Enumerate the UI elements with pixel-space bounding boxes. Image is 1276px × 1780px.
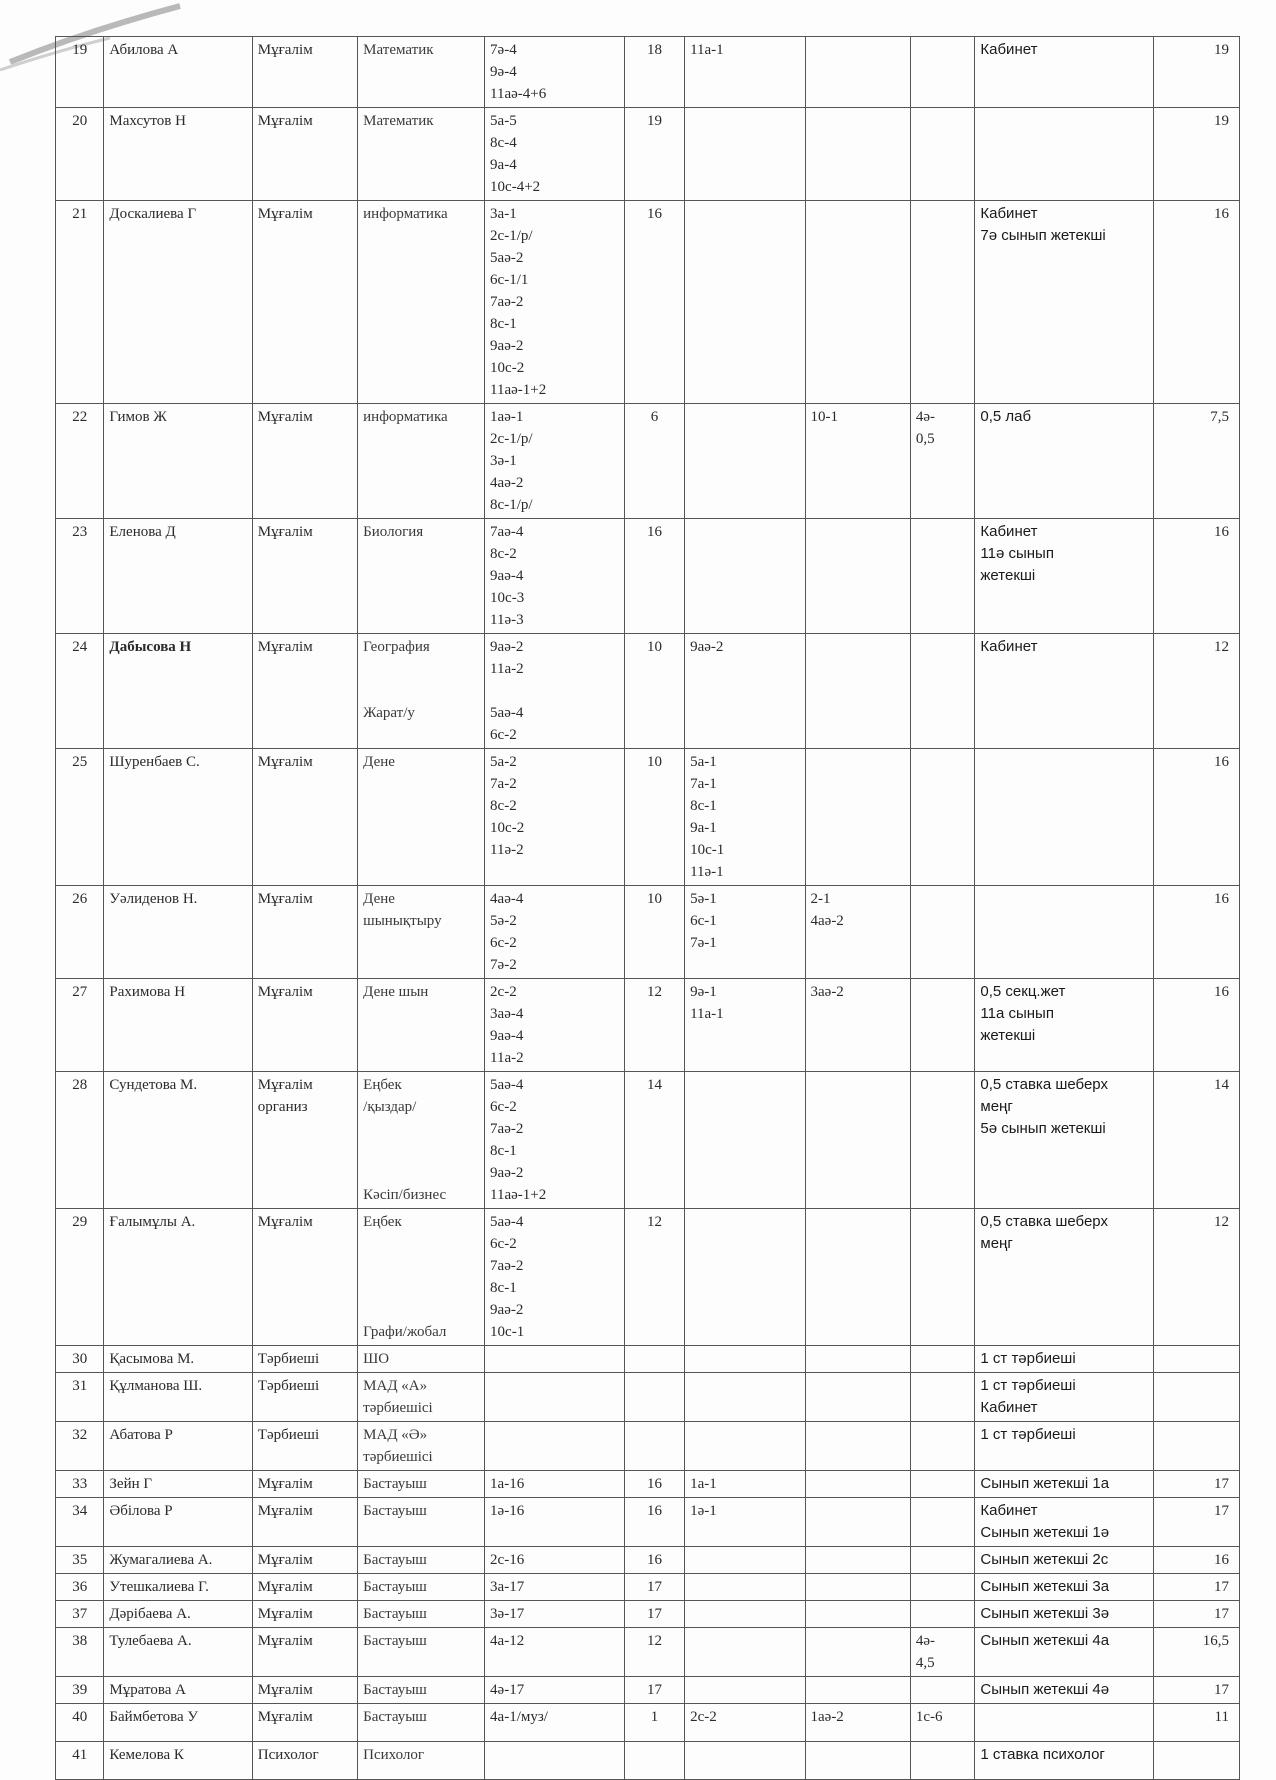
table-row (56, 37, 1240, 108)
cell-hours: 19 (624, 108, 684, 201)
cell-total: 17 (1153, 1471, 1239, 1498)
cell-name: Уәлиденов Н. (104, 886, 252, 979)
cell-no: 20 (56, 108, 104, 201)
cell-name: Дабысова Н (104, 634, 252, 749)
cell-extra2 (805, 1209, 910, 1346)
table-row (56, 1677, 1240, 1704)
cell-classes (485, 1346, 625, 1373)
cell-subject: МАД «А» тәрбиешісі (358, 1373, 485, 1422)
cell-extra2 (805, 1547, 910, 1574)
cell-classes (485, 1422, 625, 1471)
cell-role: Тәрбиеші (252, 1373, 357, 1422)
cell-classes: 3а-1 2с-1/р/ 5аә-2 6с-1/1 7аә-2 8с-1 9аә-2 10с-2 11аә-1+2 (485, 201, 625, 404)
table-row (56, 1628, 1240, 1677)
cell-role: Мұғалім (252, 1209, 357, 1346)
cell-classes: 7аә-4 8с-2 9аә-4 10с-3 11ә-3 (485, 519, 625, 634)
cell-hours: 14 (624, 1072, 684, 1209)
cell-extra2 (805, 37, 910, 108)
cell-name: Тулебаева А. (104, 1628, 252, 1677)
table-row (56, 108, 1240, 201)
cell-extra2 (805, 634, 910, 749)
cell-hours: 10 (624, 886, 684, 979)
cell-no: 27 (56, 979, 104, 1072)
cell-subject: Бастауыш (358, 1601, 485, 1628)
cell-no: 21 (56, 201, 104, 404)
cell-total: 16 (1153, 886, 1239, 979)
cell-role: Мұғалім (252, 404, 357, 519)
cell-extra3 (910, 634, 975, 749)
cell-extra3 (910, 1072, 975, 1209)
table-row (56, 1072, 1240, 1209)
cell-total: 7,5 (1153, 404, 1239, 519)
cell-extra2 (805, 1471, 910, 1498)
cell-hours: 16 (624, 201, 684, 404)
cell-note (975, 1704, 1154, 1742)
table-row (56, 979, 1240, 1072)
cell-extra1 (685, 1601, 805, 1628)
cell-note: 0,5 ставка шеберх меңг (975, 1209, 1154, 1346)
cell-role: Тәрбиеші (252, 1346, 357, 1373)
cell-subject: информатика (358, 404, 485, 519)
cell-subject: Бастауыш (358, 1471, 485, 1498)
cell-extra1: 9аә-2 (685, 634, 805, 749)
cell-hours: 16 (624, 1498, 684, 1547)
table-row (56, 886, 1240, 979)
cell-extra3 (910, 749, 975, 886)
cell-subject: Психолог (358, 1742, 485, 1780)
cell-hours: 12 (624, 979, 684, 1072)
cell-role: Мұғалім (252, 1601, 357, 1628)
cell-extra2 (805, 1346, 910, 1373)
cell-classes: 1ә-16 (485, 1498, 625, 1547)
cell-note: 0,5 секц.жет 11а сынып жетекші (975, 979, 1154, 1072)
cell-extra2 (805, 1072, 910, 1209)
cell-extra1 (685, 1209, 805, 1346)
cell-no: 19 (56, 37, 104, 108)
cell-extra1 (685, 404, 805, 519)
cell-extra3 (910, 1601, 975, 1628)
cell-extra2 (805, 749, 910, 886)
cell-extra2: 2-1 4аә-2 (805, 886, 910, 979)
cell-extra3 (910, 1677, 975, 1704)
cell-note: 1 ст тәрбиеші Кабинет (975, 1373, 1154, 1422)
cell-extra3 (910, 1373, 975, 1422)
cell-total: 12 (1153, 634, 1239, 749)
cell-extra1: 2с-2 (685, 1704, 805, 1742)
cell-subject: Дене шынықтыру (358, 886, 485, 979)
cell-classes: 9аә-2 11а-2 5аә-4 6с-2 (485, 634, 625, 749)
cell-name: Әбілова Р (104, 1498, 252, 1547)
cell-no: 24 (56, 634, 104, 749)
cell-name: Рахимова Н (104, 979, 252, 1072)
cell-extra2 (805, 1373, 910, 1422)
cell-no: 34 (56, 1498, 104, 1547)
cell-hours: 16 (624, 1547, 684, 1574)
cell-note: Сынып жетекші 4ә (975, 1677, 1154, 1704)
cell-subject: Бастауыш (358, 1628, 485, 1677)
cell-extra2: 3аә-2 (805, 979, 910, 1072)
cell-note (975, 749, 1154, 886)
cell-extra3 (910, 979, 975, 1072)
cell-extra2 (805, 1574, 910, 1601)
cell-extra3 (910, 1422, 975, 1471)
cell-no: 26 (56, 886, 104, 979)
cell-extra3 (910, 37, 975, 108)
table-row (56, 1346, 1240, 1373)
cell-total: 16 (1153, 201, 1239, 404)
cell-subject: Бастауыш (358, 1498, 485, 1547)
cell-no: 29 (56, 1209, 104, 1346)
cell-subject: Биология (358, 519, 485, 634)
cell-classes (485, 1742, 625, 1780)
cell-subject: ШО (358, 1346, 485, 1373)
cell-hours: 10 (624, 634, 684, 749)
cell-name: Ғалымұлы А. (104, 1209, 252, 1346)
cell-no: 37 (56, 1601, 104, 1628)
cell-hours: 6 (624, 404, 684, 519)
cell-total: 19 (1153, 108, 1239, 201)
cell-hours (624, 1346, 684, 1373)
cell-subject: География Жарат/у (358, 634, 485, 749)
cell-note (975, 108, 1154, 201)
cell-role: Психолог (252, 1742, 357, 1780)
cell-extra2 (805, 1742, 910, 1780)
cell-extra1 (685, 519, 805, 634)
cell-name: Жумагалиева А. (104, 1547, 252, 1574)
cell-no: 23 (56, 519, 104, 634)
cell-subject: Математик (358, 37, 485, 108)
cell-extra1 (685, 1628, 805, 1677)
cell-total: 12 (1153, 1209, 1239, 1346)
cell-extra3 (910, 519, 975, 634)
table-row (56, 1574, 1240, 1601)
cell-total: 14 (1153, 1072, 1239, 1209)
cell-role: Мұғалім (252, 1677, 357, 1704)
cell-role: Мұғалім (252, 201, 357, 404)
cell-extra1 (685, 201, 805, 404)
cell-extra1: 5а-1 7а-1 8с-1 9а-1 10с-1 11ә-1 (685, 749, 805, 886)
table-row (56, 519, 1240, 634)
cell-classes: 2с-2 3аә-4 9аә-4 11а-2 (485, 979, 625, 1072)
cell-extra1: 5ә-1 6с-1 7ә-1 (685, 886, 805, 979)
cell-name: Дәрібаева А. (104, 1601, 252, 1628)
cell-hours (624, 1742, 684, 1780)
cell-hours: 10 (624, 749, 684, 886)
cell-extra2 (805, 1601, 910, 1628)
cell-total: 17 (1153, 1601, 1239, 1628)
cell-classes: 3ә-17 (485, 1601, 625, 1628)
cell-no: 41 (56, 1742, 104, 1780)
table-row (56, 404, 1240, 519)
cell-classes: 7ә-4 9ә-4 11аә-4+6 (485, 37, 625, 108)
cell-hours: 1 (624, 1704, 684, 1742)
cell-no: 22 (56, 404, 104, 519)
cell-classes: 3а-17 (485, 1574, 625, 1601)
cell-extra1: 1а-1 (685, 1471, 805, 1498)
cell-note: 1 ставка психолог (975, 1742, 1154, 1780)
cell-no: 31 (56, 1373, 104, 1422)
table-row (56, 1498, 1240, 1547)
table-row (56, 1422, 1240, 1471)
cell-extra3 (910, 1498, 975, 1547)
cell-extra2 (805, 1628, 910, 1677)
cell-note: Кабинет 7ә сынып жетекші (975, 201, 1154, 404)
cell-total: 16 (1153, 519, 1239, 634)
cell-extra3 (910, 1574, 975, 1601)
cell-note: Кабинет (975, 37, 1154, 108)
cell-role: Мұғалім (252, 979, 357, 1072)
cell-classes: 1а-16 (485, 1471, 625, 1498)
cell-role: Мұғалім (252, 886, 357, 979)
table-row (56, 201, 1240, 404)
cell-role: Мұғалім (252, 749, 357, 886)
cell-extra2: 10-1 (805, 404, 910, 519)
cell-name: Кемелова К (104, 1742, 252, 1780)
cell-classes: 4ә-17 (485, 1677, 625, 1704)
cell-no: 38 (56, 1628, 104, 1677)
cell-name: Зейн Г (104, 1471, 252, 1498)
cell-total: 11 (1153, 1704, 1239, 1742)
cell-subject: Бастауыш (358, 1704, 485, 1742)
cell-role: Тәрбиеші (252, 1422, 357, 1471)
cell-role: Мұғалім (252, 1498, 357, 1547)
cell-extra2 (805, 1422, 910, 1471)
cell-total: 16 (1153, 1547, 1239, 1574)
cell-extra1 (685, 1574, 805, 1601)
cell-role: Мұғалім (252, 1547, 357, 1574)
cell-extra1 (685, 1742, 805, 1780)
cell-hours: 18 (624, 37, 684, 108)
table-row (56, 1209, 1240, 1346)
cell-total (1153, 1346, 1239, 1373)
cell-note: Сынып жетекші 3ә (975, 1601, 1154, 1628)
cell-name: Еленова Д (104, 519, 252, 634)
cell-extra3 (910, 108, 975, 201)
cell-extra3 (910, 1346, 975, 1373)
cell-extra3 (910, 886, 975, 979)
cell-total: 19 (1153, 37, 1239, 108)
table-row (56, 1373, 1240, 1422)
cell-extra2 (805, 201, 910, 404)
cell-role: Мұғалім (252, 37, 357, 108)
cell-extra2 (805, 519, 910, 634)
cell-no: 28 (56, 1072, 104, 1209)
cell-no: 36 (56, 1574, 104, 1601)
cell-total: 17 (1153, 1574, 1239, 1601)
cell-total: 16 (1153, 979, 1239, 1072)
cell-role: Мұғалім (252, 108, 357, 201)
cell-note: Сынып жетекші 3а (975, 1574, 1154, 1601)
cell-name: Баймбетова У (104, 1704, 252, 1742)
cell-subject: Дене (358, 749, 485, 886)
cell-classes: 5аә-4 6с-2 7аә-2 8с-1 9аә-2 11аә-1+2 (485, 1072, 625, 1209)
cell-hours (624, 1373, 684, 1422)
cell-total: 17 (1153, 1677, 1239, 1704)
cell-subject: Бастауыш (358, 1677, 485, 1704)
cell-extra2 (805, 1677, 910, 1704)
cell-total: 17 (1153, 1498, 1239, 1547)
cell-extra2: 1аә-2 (805, 1704, 910, 1742)
cell-extra2 (805, 108, 910, 201)
cell-no: 39 (56, 1677, 104, 1704)
cell-name: Абатова Р (104, 1422, 252, 1471)
cell-role: Мұғалім организ (252, 1072, 357, 1209)
cell-hours: 12 (624, 1209, 684, 1346)
cell-classes: 5а-2 7а-2 8с-2 10с-2 11ә-2 (485, 749, 625, 886)
cell-name: Қасымова М. (104, 1346, 252, 1373)
cell-no: 25 (56, 749, 104, 886)
cell-extra1 (685, 1422, 805, 1471)
cell-extra1 (685, 1072, 805, 1209)
cell-classes (485, 1373, 625, 1422)
cell-hours: 16 (624, 1471, 684, 1498)
cell-subject: МАД «Ә» тәрбиешісі (358, 1422, 485, 1471)
table-row (56, 1704, 1240, 1742)
cell-extra2 (805, 1498, 910, 1547)
cell-no: 35 (56, 1547, 104, 1574)
cell-total (1153, 1742, 1239, 1780)
cell-extra3 (910, 1547, 975, 1574)
cell-total (1153, 1373, 1239, 1422)
staff-load-table (55, 36, 1240, 1780)
cell-note: Сынып жетекші 4а (975, 1628, 1154, 1677)
cell-hours: 16 (624, 519, 684, 634)
cell-subject: информатика (358, 201, 485, 404)
table-row (56, 1471, 1240, 1498)
cell-classes: 4а-1/муз/ (485, 1704, 625, 1742)
cell-subject: Еңбек Графи/жобал (358, 1209, 485, 1346)
cell-role: Мұғалім (252, 1574, 357, 1601)
cell-role: Мұғалім (252, 1704, 357, 1742)
cell-hours: 12 (624, 1628, 684, 1677)
cell-total: 16 (1153, 749, 1239, 886)
cell-classes: 5а-5 8с-4 9а-4 10с-4+2 (485, 108, 625, 201)
cell-hours: 17 (624, 1574, 684, 1601)
cell-extra3: 1с-6 (910, 1704, 975, 1742)
cell-classes: 2с-16 (485, 1547, 625, 1574)
cell-note: 0,5 ставка шеберх меңг 5ә сынып жетекші (975, 1072, 1154, 1209)
cell-name: Абилова А (104, 37, 252, 108)
cell-note: Кабинет 11ә сынып жетекші (975, 519, 1154, 634)
cell-no: 33 (56, 1471, 104, 1498)
cell-no: 40 (56, 1704, 104, 1742)
cell-name: Мұратова А (104, 1677, 252, 1704)
cell-role: Мұғалім (252, 1471, 357, 1498)
cell-extra3 (910, 1209, 975, 1346)
cell-extra3 (910, 201, 975, 404)
cell-role: Мұғалім (252, 634, 357, 749)
cell-hours: 17 (624, 1677, 684, 1704)
cell-note: Кабинет Сынып жетекші 1ә (975, 1498, 1154, 1547)
table-row (56, 1742, 1240, 1780)
cell-name: Шуренбаев С. (104, 749, 252, 886)
cell-extra1: 11а-1 (685, 37, 805, 108)
cell-classes: 1аә-1 2с-1/р/ 3ә-1 4аә-2 8с-1/р/ (485, 404, 625, 519)
cell-subject: Математик (358, 108, 485, 201)
cell-no: 30 (56, 1346, 104, 1373)
cell-classes: 4а-12 (485, 1628, 625, 1677)
table-row (56, 1601, 1240, 1628)
cell-name: Утешкалиева Г. (104, 1574, 252, 1601)
cell-extra3 (910, 1471, 975, 1498)
table-row (56, 1547, 1240, 1574)
cell-extra1: 1ә-1 (685, 1498, 805, 1547)
cell-note: Кабинет (975, 634, 1154, 749)
cell-name: Гимов Ж (104, 404, 252, 519)
cell-subject: Бастауыш (358, 1547, 485, 1574)
cell-extra1 (685, 1373, 805, 1422)
cell-hours: 17 (624, 1601, 684, 1628)
cell-note: 0,5 лаб (975, 404, 1154, 519)
cell-extra1 (685, 108, 805, 201)
table-row (56, 749, 1240, 886)
cell-role: Мұғалім (252, 519, 357, 634)
cell-extra3: 4ә- 0,5 (910, 404, 975, 519)
cell-role: Мұғалім (252, 1628, 357, 1677)
cell-name: Сундетова М. (104, 1072, 252, 1209)
table-row (56, 634, 1240, 749)
cell-extra1: 9ә-1 11а-1 (685, 979, 805, 1072)
cell-total: 16,5 (1153, 1628, 1239, 1677)
cell-note: 1 ст тәрбиеші (975, 1346, 1154, 1373)
cell-subject: Еңбек /қыздар/ Кәсіп/бизнес (358, 1072, 485, 1209)
cell-classes: 5аә-4 6с-2 7аә-2 8с-1 9аә-2 10с-1 (485, 1209, 625, 1346)
cell-extra1 (685, 1547, 805, 1574)
cell-subject: Дене шын (358, 979, 485, 1072)
cell-note: 1 ст тәрбиеші (975, 1422, 1154, 1471)
cell-name: Махсутов Н (104, 108, 252, 201)
cell-total (1153, 1422, 1239, 1471)
cell-note: Сынып жетекші 2с (975, 1547, 1154, 1574)
cell-note: Сынып жетекші 1а (975, 1471, 1154, 1498)
cell-name: Құлманова Ш. (104, 1373, 252, 1422)
cell-subject: Бастауыш (358, 1574, 485, 1601)
cell-extra1 (685, 1346, 805, 1373)
cell-no: 32 (56, 1422, 104, 1471)
cell-note (975, 886, 1154, 979)
cell-classes: 4аә-4 5ә-2 6с-2 7ә-2 (485, 886, 625, 979)
cell-name: Доскалиева Г (104, 201, 252, 404)
cell-extra3 (910, 1742, 975, 1780)
cell-extra1 (685, 1677, 805, 1704)
cell-hours (624, 1422, 684, 1471)
cell-extra3: 4ә- 4,5 (910, 1628, 975, 1677)
